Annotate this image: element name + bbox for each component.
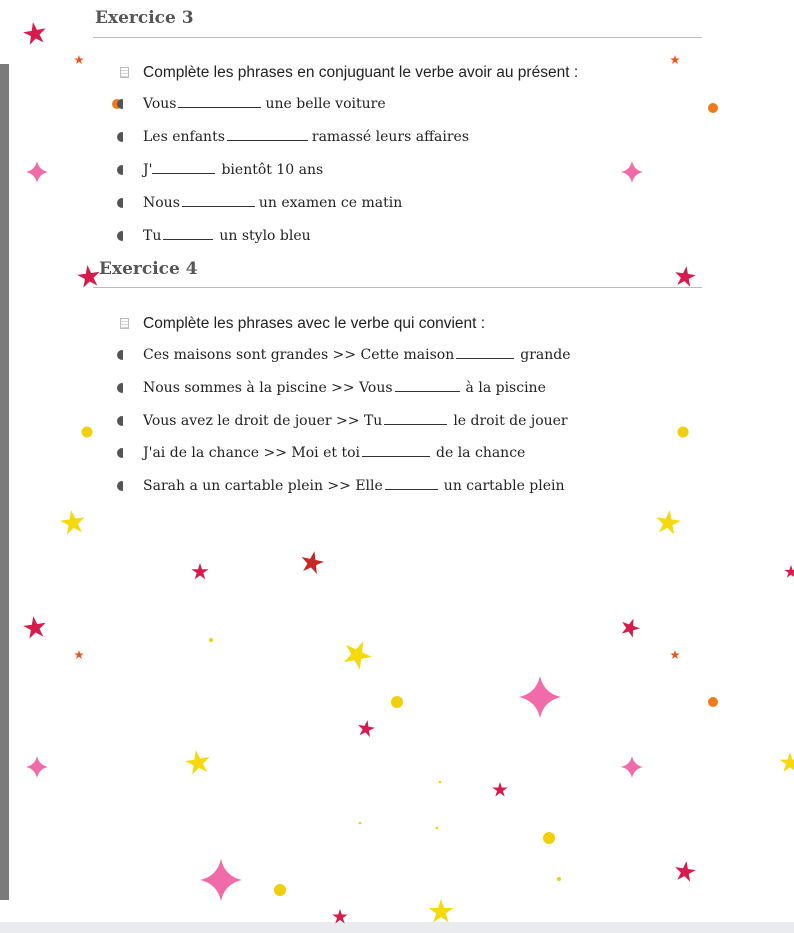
exercise-3-item — [143, 128, 469, 145]
bullet-icon — [117, 198, 123, 208]
item-text-before: Les enfants — [143, 129, 225, 145]
bullet-icon — [117, 416, 123, 426]
star-icon — [618, 615, 642, 639]
sparkle-icon — [26, 756, 48, 778]
exercise-3-item — [143, 194, 402, 211]
exercise-3-item — [143, 161, 323, 178]
item-text-before: J' — [143, 162, 153, 178]
star-icon — [76, 264, 102, 289]
star-icon — [429, 899, 454, 923]
star-icon — [492, 782, 507, 796]
star-icon — [22, 20, 48, 45]
dot-icon — [436, 827, 439, 830]
dot-icon — [439, 781, 442, 784]
exercise-4-title: Exercice 4 — [99, 259, 198, 279]
star-icon — [59, 508, 87, 535]
bullet-icon — [117, 231, 123, 241]
item-text-before: J'ai de la chance >> Moi et toi — [143, 445, 360, 461]
sparkle-icon — [200, 859, 242, 901]
sparkle-icon — [519, 676, 561, 718]
star-icon — [673, 860, 696, 883]
exercise-4-item — [143, 379, 546, 396]
star-icon — [191, 563, 208, 579]
dot-icon — [708, 697, 718, 707]
item-text-before: Sarah a un cartable plein >> Elle — [143, 478, 383, 494]
star-icon — [299, 549, 326, 575]
item-text-after: un cartable plein — [443, 478, 565, 494]
item-text-after: de la chance — [436, 445, 526, 461]
dot-icon — [678, 427, 689, 438]
exercise-3-divider — [93, 37, 702, 38]
dot-icon — [82, 427, 93, 438]
answer-blank[interactable] — [178, 95, 261, 108]
answer-blank[interactable] — [163, 227, 213, 240]
exercise-4-item — [143, 412, 568, 429]
bullet-icon — [117, 481, 123, 491]
bullet-icon — [117, 448, 123, 458]
exercise-4-item — [143, 346, 571, 363]
item-text-after: le droit de jouer — [453, 413, 568, 429]
exercise-3-item — [143, 227, 311, 244]
item-text-before: Nous sommes à la piscine >> Vous — [143, 380, 393, 396]
star-icon — [784, 565, 794, 578]
sparkle-icon — [621, 161, 643, 183]
answer-blank[interactable] — [384, 412, 447, 425]
exercise-3-item — [143, 95, 386, 112]
star-icon — [74, 55, 84, 64]
bullet-icon — [117, 132, 123, 142]
dot-icon — [274, 884, 286, 896]
star-icon — [356, 719, 376, 738]
star-icon — [339, 635, 376, 672]
star-icon — [670, 55, 680, 64]
star-icon — [184, 748, 212, 775]
star-icon — [332, 909, 347, 923]
answer-blank[interactable] — [395, 379, 460, 392]
exercise-4-divider — [93, 287, 702, 288]
dot-icon — [359, 822, 362, 825]
answer-blank[interactable] — [362, 444, 430, 457]
item-text-before: Vous — [143, 96, 177, 112]
item-text-after: ramassé leurs affaires — [311, 129, 470, 145]
bullet-icon — [117, 99, 123, 109]
sparkle-icon — [621, 756, 643, 778]
dot-icon — [543, 832, 555, 844]
star-icon — [670, 650, 680, 659]
document-icon — [120, 67, 129, 78]
bullet-icon — [117, 350, 123, 360]
item-text-after: un examen ce matin — [258, 195, 403, 211]
item-text-after: un stylo bleu — [219, 228, 311, 244]
item-text-before: Tu — [143, 228, 162, 244]
star-icon — [673, 265, 696, 288]
answer-blank[interactable] — [456, 346, 514, 359]
star-icon — [654, 508, 682, 535]
star-icon — [780, 752, 794, 772]
answer-blank[interactable] — [152, 161, 215, 174]
item-text-after: une belle voiture — [265, 96, 386, 112]
document-icon — [120, 318, 129, 329]
dot-icon — [708, 103, 718, 113]
item-text-before: Ces maisons sont grandes >> Cette maison — [143, 347, 455, 363]
item-text-after: bientôt 10 ans — [221, 162, 324, 178]
item-text-after: à la piscine — [465, 380, 546, 396]
dot-icon — [557, 877, 561, 881]
answer-blank[interactable] — [385, 477, 438, 490]
star-icon — [74, 650, 84, 659]
item-text-before: Vous avez le droit de jouer >> Tu — [143, 413, 383, 429]
answer-blank[interactable] — [227, 128, 308, 141]
star-icon — [22, 615, 48, 640]
item-text-before: Nous — [143, 195, 180, 211]
exercise-4-instruction: Complète les phrases avec le verbe qui convient : — [143, 315, 486, 332]
exercise-3-title: Exercice 3 — [95, 8, 194, 28]
item-text-after: grande — [520, 347, 571, 363]
bullet-icon — [117, 383, 123, 393]
bullet-icon — [117, 165, 123, 175]
dot-icon — [391, 696, 403, 708]
dot-icon — [209, 638, 213, 642]
sparkle-icon — [26, 161, 48, 183]
exercise-3-instruction: Complète les phrases en conjuguant le verbe avoir au présent : — [143, 64, 579, 81]
exercise-4-item — [143, 444, 525, 461]
exercise-4-item — [143, 477, 565, 494]
answer-blank[interactable] — [182, 194, 255, 207]
